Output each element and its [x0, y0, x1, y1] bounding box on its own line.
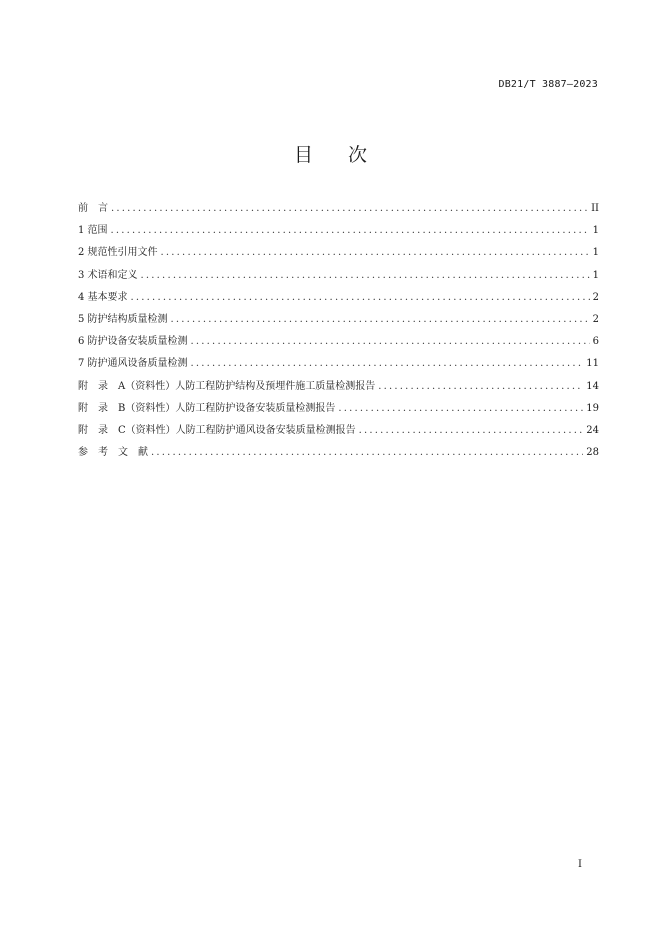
toc-entry-label: 前 言 [78, 203, 108, 214]
dot-leader [359, 425, 584, 436]
dot-leader [378, 381, 583, 392]
toc-entry-label: 附 录 A（资料性）人防工程防护结构及预埋件施工质量检测报告 [78, 380, 376, 392]
title-char-2: 次 [348, 144, 369, 166]
toc-entry-page: 6 [592, 336, 599, 348]
table-of-contents [78, 199, 599, 465]
toc-entry-page: II [591, 203, 599, 214]
toc-entry-page: 1 [592, 247, 599, 259]
toc-entry-page: 2 [592, 291, 599, 303]
page-title [0, 140, 662, 167]
toc-entry-label: 附 录 C（资料性）人防工程防护通风设备安装质量检测报告 [78, 424, 356, 436]
toc-entry-appendix-a[interactable] [78, 377, 599, 399]
dot-leader [151, 447, 583, 458]
toc-entry-page: 11 [586, 358, 599, 370]
toc-entry-label: 3 术语和定义 [78, 269, 138, 281]
page-number: I [578, 859, 582, 870]
toc-entry-appendix-b[interactable] [78, 399, 599, 421]
toc-entry-page: 1 [592, 269, 599, 281]
toc-entry-equipment-inspection[interactable] [78, 332, 599, 354]
toc-entry-label: 附 录 B（资料性）人防工程防护设备安装质量检测报告 [78, 402, 336, 414]
toc-entry-label: 5 防护结构质量检测 [78, 313, 168, 325]
toc-entry-normative-references[interactable] [78, 243, 599, 265]
dot-leader [191, 358, 584, 369]
toc-entry-label: 6 防护设备安装质量检测 [78, 336, 188, 348]
toc-entry-page: 2 [592, 313, 599, 325]
toc-entry-label: 参 考 文 献 [78, 447, 148, 459]
toc-entry-appendix-c[interactable] [78, 421, 599, 443]
dot-leader [111, 225, 590, 236]
title-char-1: 目 [293, 144, 314, 166]
toc-entry-label: 1 范围 [78, 225, 108, 237]
toc-entry-bibliography[interactable] [78, 443, 599, 465]
toc-entry-foreword[interactable] [78, 199, 599, 221]
toc-entry-ventilation-inspection[interactable] [78, 354, 599, 376]
toc-entry-label: 7 防护通风设备质量检测 [78, 358, 188, 370]
toc-entry-page: 28 [586, 447, 599, 459]
toc-entry-structure-inspection[interactable] [78, 310, 599, 332]
toc-entry-page: 14 [586, 380, 599, 392]
dot-leader [131, 292, 590, 303]
dot-leader [111, 203, 588, 214]
toc-entry-terms[interactable] [78, 266, 599, 288]
dot-leader [171, 314, 590, 325]
document-code: DB21/T 3887—2023 [498, 79, 598, 90]
toc-entry-scope[interactable] [78, 221, 599, 243]
toc-entry-page: 19 [586, 402, 599, 414]
toc-entry-basic-requirements[interactable] [78, 288, 599, 310]
toc-entry-page: 24 [586, 424, 599, 436]
toc-entry-label: 4 基本要求 [78, 291, 128, 303]
toc-entry-page: 1 [592, 225, 599, 237]
dot-leader [338, 403, 583, 414]
dot-leader [141, 270, 590, 281]
toc-entry-label: 2 规范性引用文件 [78, 247, 158, 259]
dot-leader [191, 336, 590, 347]
dot-leader [161, 247, 590, 258]
